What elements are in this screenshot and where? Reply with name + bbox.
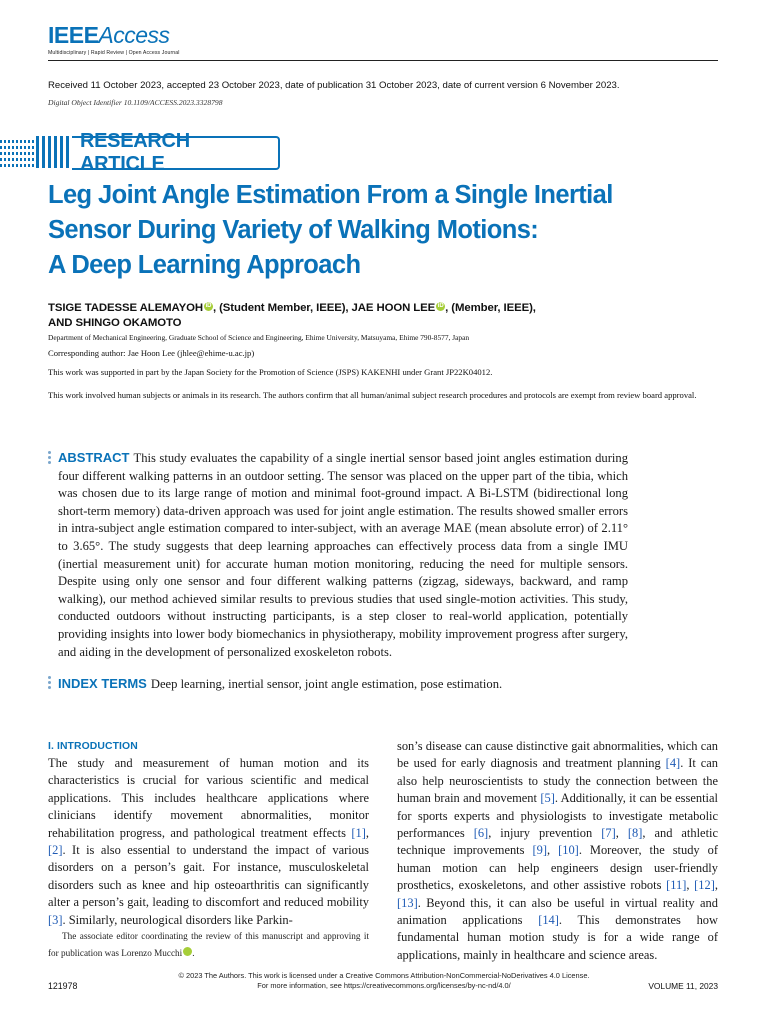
citation-link[interactable]: [5]: [540, 791, 555, 806]
index-terms-marker-icon: [48, 676, 51, 691]
banner-label: RESEARCH ARTICLE: [80, 130, 190, 175]
corresponding-author: Corresponding author: Jae Hoon Lee (jhlee@ehime-u.ac.jp): [48, 348, 255, 358]
right-column: [397, 738, 718, 964]
author-list: [48, 301, 728, 331]
citation-link[interactable]: [9]: [532, 843, 547, 858]
body-text: . Beyond this, it can also be useful in virtual reality and animation applications: [397, 895, 718, 928]
body-text: . Similarly, neurological disorders like Parkin-: [62, 912, 293, 927]
left-column: [48, 738, 369, 929]
volume-info: VOLUME 11, 2023: [648, 981, 718, 991]
author-role: , (Student Member, IEEE),: [212, 302, 352, 314]
body-text: . Moreover, the study of human motion can help engineers design user-friendly prosthetics, exoskeletons, and other assistive robots: [397, 843, 718, 893]
orcid-icon[interactable]: iD: [205, 303, 212, 309]
abstract-label: ABSTRACT: [58, 450, 130, 465]
author-name: JAE HOON LEE: [351, 302, 436, 314]
index-terms-label: INDEX TERMS: [58, 676, 147, 691]
author-name: TSIGE TADESSE ALEMAYOH: [48, 302, 203, 314]
index-terms-text: Deep learning, inertial sensor, joint angle estimation, pose estimation.: [150, 677, 503, 691]
license-line: © 2023 The Authors. This work is licensed under a Creative Commons Attribution-NonCommercial-NoDerivatives 4.0 License.: [178, 971, 590, 980]
orcid-icon[interactable]: iD: [437, 303, 444, 309]
ethics-note: This work involved human subjects or animals in its research. The authors confirm that all human/animal subject research procedures and protocols are exempt from review board approval.: [48, 390, 697, 400]
body-text: ,: [615, 826, 628, 841]
body-text: . Additionally, it can be essential for sports experts and physiologists to investigate metabolic performances: [397, 791, 718, 841]
body-text: ,: [365, 825, 369, 840]
citation-link[interactable]: [2]: [48, 843, 63, 858]
abstract-marker-icon: [48, 451, 51, 466]
citation-link[interactable]: [11]: [666, 878, 687, 893]
header-rule: [48, 60, 718, 61]
banner-box: [72, 130, 280, 175]
citation-link[interactable]: [13]: [397, 895, 418, 910]
body-text: . This demonstrates how fundamental human motion study is for a wide range of applications, mainly in healthcare and science areas.: [397, 913, 718, 962]
citation-link[interactable]: [14]: [538, 913, 559, 928]
received-dates: Received 11 October 2023, accepted 23 October 2023, date of publication 31 October 2023, date of current version 6 November 2023.: [48, 80, 620, 91]
title-line: A Deep Learning Approach: [48, 251, 361, 279]
author-role: , (Member, IEEE),: [445, 302, 536, 314]
editor-footnote: The associate editor coordinating the review of this manuscript and approving it for publication was Lorenzo Mucchi iD.: [48, 931, 369, 958]
license-link[interactable]: For more information, see https://creativecommons.org/licenses/by-nc-nd/4.0/: [257, 981, 511, 990]
affiliation: Department of Mechanical Engineering, Graduate School of Science and Engineering, Ehime University, Matsuyama, Ehime 790-8577, Japan: [48, 333, 470, 342]
funding-note: This work was supported in part by the Japan Society for the Promotion of Science (JSPS) KAKENHI under Grant JP22K04012.: [48, 367, 493, 377]
body-text: , injury prevention: [488, 826, 602, 841]
title-line: Sensor During Variety of Walking Motions:: [48, 216, 539, 244]
logo-access: Access: [98, 22, 170, 48]
citation-link[interactable]: [6]: [473, 826, 489, 841]
body-text: The study and measurement of human motion and its characteristics is crucial for various scientific and medical applications. This includes healthcare applications where clinicians identify movement abnormalities, monitor rehabilitation progress, and pathological treatment effects: [48, 756, 369, 840]
citation-link[interactable]: [4]: [665, 756, 681, 771]
body-text: ,: [546, 843, 559, 858]
index-terms: [58, 675, 678, 694]
abstract: [58, 449, 628, 661]
body-text: . It is also essential to understand the impact of various disorders on a person’s gait. For instance, musculoskeletal disorders such as knee and hip osteoarthritis can significantly alter a person’s gait, leading to discomfort and reduced mobility: [48, 843, 369, 910]
paper-title: [48, 178, 688, 283]
intro-paragraph: [48, 755, 369, 929]
body-text: ,: [686, 878, 695, 893]
citation-link[interactable]: [8]: [627, 826, 643, 841]
logo-tagline: Multidisciplinary | Rapid Review | Open Access Journal: [48, 50, 180, 56]
body-text: . It can also help neuroscientists to study the connection between the human brain and movement: [397, 756, 718, 806]
doi: Digital Object Identifier 10.1109/ACCESS.2023.3328798: [48, 98, 223, 107]
body-text: ,: [714, 878, 718, 893]
journal-logo: [48, 22, 180, 56]
citation-link[interactable]: [12]: [694, 878, 715, 893]
abstract-text: This study evaluates the capability of a single inertial sensor based joint angles estimation during four different walking patterns in an outdoor setting. The sensor was placed on the upper part of the tibia, which was chosen due to its large range of motion and minimal foot-ground impact. A Bi-LSTM (bidirectional long short-term memory) data-driven approach was used for joint angle estimation. The results showed smaller errors in intra-subject angle estimation compared to inter-subject, with an average MAE (mean absolute error) of 2.11° to 3.65°. The study suggests that deep learning approaches can effectively process data from a single IMU (inertial measurement unit) for accurate human motion monitoring, reducing the need for multiple sensors. Despite using only one sensor and four different walking patterns (zigzag, sideways, backward, and ramp walking), our method achieved similar results to previous studies that used single-motion activities. This study, conducted outdoors without instructing participants, is a step closer to real-world application, potentially providing insights into lower body biomechanics in physiotherapy, mobility improvement progress after surgery, and aiding in the development of personalized exoskeleton robots.: [58, 451, 628, 659]
section-heading: I. INTRODUCTION: [48, 741, 138, 752]
citation-link[interactable]: [3]: [48, 912, 63, 927]
orcid-icon[interactable]: iD: [183, 947, 192, 956]
citation-link[interactable]: [7]: [601, 826, 616, 841]
logo-ieee: IEEE: [48, 22, 99, 48]
author-name: AND SHINGO OKAMOTO: [48, 317, 182, 329]
title-line: Leg Joint Angle Estimation From a Single Inertial: [48, 181, 613, 209]
footnote-text: The associate editor coordinating the review of this manuscript and approving it for publication was Lorenzo Mucchi: [48, 931, 369, 958]
body-text: , and athletic technique improvements: [397, 826, 719, 858]
body-text: son’s disease can cause distinctive gait abnormalities, which can be used for early diagnosis and treatment planning: [397, 739, 718, 771]
page-number: 121978: [48, 981, 78, 991]
citation-link[interactable]: [10]: [558, 843, 579, 858]
citation-link[interactable]: [1]: [351, 825, 366, 840]
research-article-banner: [0, 130, 280, 175]
